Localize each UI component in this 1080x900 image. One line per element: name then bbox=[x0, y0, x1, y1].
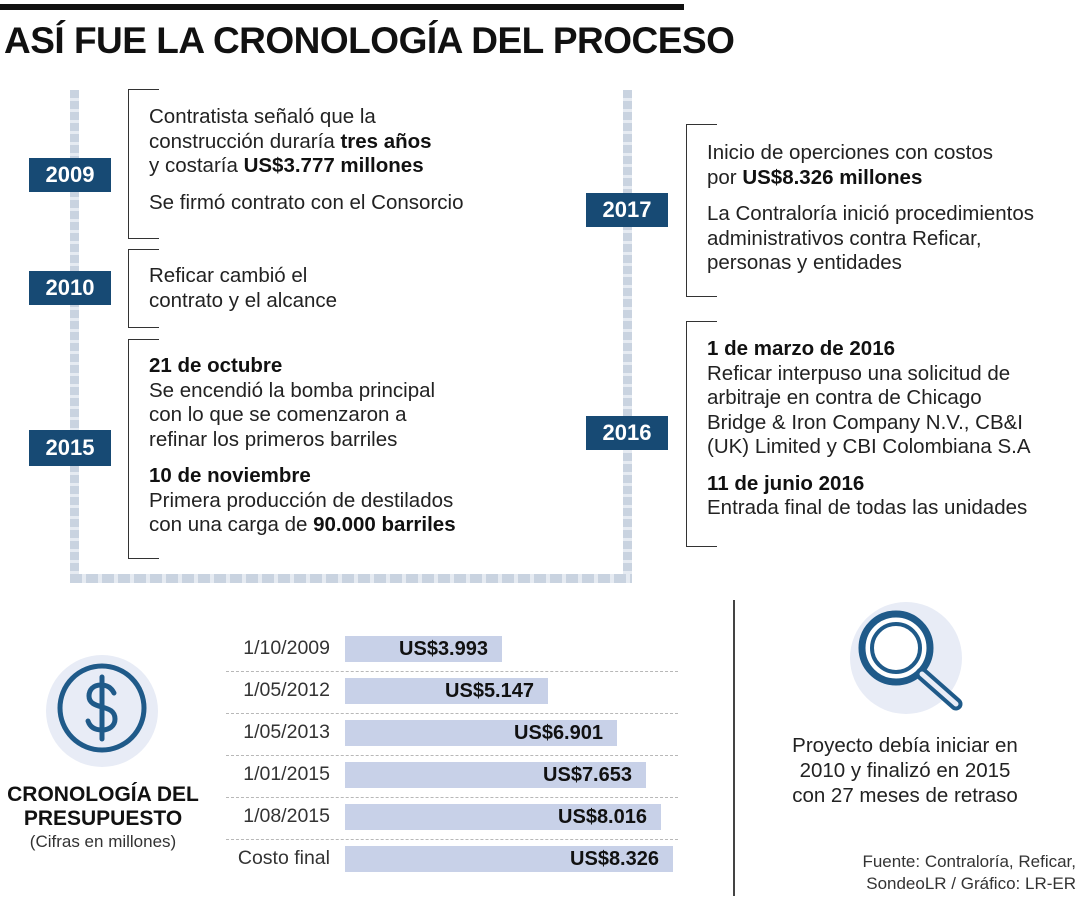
event-text-span: Se firmó contrato con el Consorcio bbox=[149, 190, 464, 214]
event-line bbox=[149, 154, 463, 179]
budget-title-1: CRONOLOGÍA DEL bbox=[7, 783, 199, 806]
event-line bbox=[149, 264, 337, 289]
event-line bbox=[707, 227, 1034, 252]
event-text-span: Inicio de operciones con costos bbox=[707, 141, 994, 164]
event-text-bold: 10 de noviembre bbox=[149, 464, 311, 487]
bar-value-label: US$6.901 bbox=[514, 722, 603, 744]
bar-category-label: Costo final bbox=[237, 847, 330, 869]
bar-value-label: US$5.147 bbox=[445, 680, 534, 702]
event-line bbox=[707, 362, 1031, 387]
event-text-span: contrato y el alcance bbox=[149, 288, 338, 312]
event-line bbox=[707, 496, 1031, 521]
section-divider bbox=[733, 600, 735, 896]
event-text-span: arbitraje en contra de Chicago bbox=[707, 386, 982, 409]
magnifier-icon bbox=[846, 600, 996, 720]
year-badge-2009: 2009 bbox=[29, 158, 111, 192]
row-separator bbox=[226, 755, 678, 756]
event-text-span: y costaría bbox=[149, 154, 244, 177]
event-text-span: administrativos contra Reficar, bbox=[707, 226, 982, 250]
year-badge-2016: 2016 bbox=[586, 416, 668, 450]
row-separator bbox=[226, 671, 678, 672]
event-line bbox=[707, 411, 1031, 436]
bar-value-label: US$3.993 bbox=[399, 638, 488, 660]
event-text-bold: 11 de junio 2016 bbox=[707, 471, 865, 495]
event-text-2016 bbox=[707, 337, 1031, 521]
event-text-span: Reficar cambió el bbox=[149, 264, 308, 287]
bar-category-label: 1/08/2015 bbox=[243, 805, 330, 827]
page-title: ASÍ FUE LA CRONOLOGÍA DEL PROCESO bbox=[4, 20, 735, 61]
year-badge-2015: 2015 bbox=[29, 430, 111, 466]
note-line-1: Proyecto debía iniciar en bbox=[792, 734, 1018, 757]
event-text-span: refinar los primeros barriles bbox=[149, 427, 398, 451]
event-line bbox=[149, 105, 463, 130]
event-line bbox=[149, 403, 456, 428]
event-line bbox=[149, 354, 456, 379]
budget-bar-chart bbox=[220, 630, 680, 880]
event-text-span: Reficar interpuso una solicitud de bbox=[707, 361, 1011, 385]
event-text-bold: tres años bbox=[340, 129, 432, 153]
bar-category-label: 1/05/2013 bbox=[243, 721, 330, 743]
event-text-span: por bbox=[707, 165, 743, 189]
timeline-rail-mid bbox=[623, 90, 632, 582]
event-text-span: Bridge & Iron Company N.V., CB&I bbox=[707, 410, 1023, 434]
event-line bbox=[707, 386, 1031, 411]
event-text-span: Contratista señaló que la bbox=[149, 105, 376, 128]
dollar-icon bbox=[54, 660, 150, 756]
row-separator bbox=[226, 797, 678, 798]
year-badge-2010: 2010 bbox=[29, 271, 111, 305]
event-text-span: La Contraloría inició procedimientos bbox=[707, 202, 1035, 225]
bar-category-label: 1/10/2009 bbox=[243, 637, 330, 659]
event-text-2015 bbox=[149, 354, 456, 538]
event-line bbox=[149, 428, 456, 453]
event-text-span: (UK) Limited y CBI Colombiana S.A bbox=[707, 435, 1031, 458]
event-text-span: Entrada final de todas las unidades bbox=[707, 496, 1028, 519]
event-text-2017 bbox=[707, 141, 1034, 276]
event-line bbox=[149, 464, 456, 489]
event-text-span: construcción duraría bbox=[149, 129, 341, 153]
event-text-span: con lo que se comenzaron a bbox=[149, 403, 407, 426]
row-separator bbox=[226, 713, 678, 714]
event-line bbox=[707, 472, 1031, 497]
event-text-bold: US$3.777 millones bbox=[243, 154, 424, 177]
event-text-2010 bbox=[149, 264, 337, 313]
bar-value-label: US$8.326 bbox=[570, 848, 659, 870]
top-rule bbox=[0, 4, 684, 10]
event-text-span: con una carga de bbox=[149, 513, 314, 536]
event-line bbox=[707, 337, 1031, 362]
event-line bbox=[149, 191, 463, 216]
timeline-rail-bottom bbox=[70, 574, 632, 583]
event-text-bold: US$8.326 millones bbox=[742, 165, 923, 189]
event-line bbox=[707, 202, 1034, 227]
event-line bbox=[149, 489, 456, 514]
event-line bbox=[707, 435, 1031, 460]
event-text-bold: 21 de octubre bbox=[149, 354, 283, 377]
note-line-3: con 27 meses de retraso bbox=[792, 784, 1018, 807]
event-text-bold: 90.000 barriles bbox=[313, 513, 456, 536]
row-separator bbox=[226, 839, 678, 840]
bar-value-label: US$8.016 bbox=[558, 806, 647, 828]
event-line bbox=[149, 513, 456, 538]
source-line-1: Fuente: Contraloría, Reficar, bbox=[862, 852, 1076, 871]
event-line bbox=[707, 251, 1034, 276]
source-line-2: SondeoLR / Gráfico: LR-ER bbox=[866, 874, 1076, 893]
event-text-bold: 1 de marzo de 2016 bbox=[707, 337, 896, 360]
bar-value-label: US$7.653 bbox=[543, 764, 632, 786]
event-line bbox=[149, 379, 456, 404]
note-line-2: 2010 y finalizó en 2015 bbox=[799, 759, 1011, 782]
event-text-span: personas y entidades bbox=[707, 251, 902, 274]
budget-title-2: PRESUPUESTO bbox=[23, 807, 183, 830]
bar-category-label: 1/01/2015 bbox=[243, 763, 330, 785]
event-line bbox=[707, 166, 1034, 191]
event-text-span: Se encendió la bomba principal bbox=[149, 378, 436, 402]
event-line bbox=[149, 289, 337, 314]
budget-subtitle: (Cifras en millones) bbox=[29, 832, 177, 851]
event-text-span: Primera producción de destilados bbox=[149, 488, 454, 512]
bar-category-label: 1/05/2012 bbox=[243, 679, 330, 701]
event-line bbox=[707, 141, 1034, 166]
year-badge-2017: 2017 bbox=[586, 193, 668, 227]
event-text-2009 bbox=[149, 105, 463, 215]
event-line bbox=[149, 130, 463, 155]
